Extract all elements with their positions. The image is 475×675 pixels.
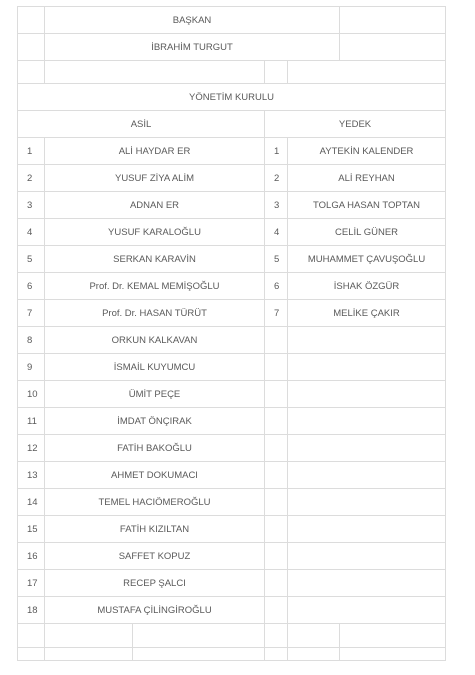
yedek-name (288, 381, 446, 408)
asil-number: 11 (18, 408, 45, 435)
asil-number: 14 (18, 489, 45, 516)
yedek-number (265, 381, 288, 408)
substitute-header: YEDEK (265, 111, 446, 138)
asil-name: ORKUN KALKAVAN (45, 327, 265, 354)
asil-name: FATİH KIZILTAN (45, 516, 265, 543)
yedek-number (265, 327, 288, 354)
yedek-name: CELİL GÜNER (288, 219, 446, 246)
yedek-name: TOLGA HASAN TOPTAN (288, 192, 446, 219)
yedek-number (265, 462, 288, 489)
asil-name: Prof. Dr. KEMAL MEMİŞOĞLU (45, 273, 265, 300)
yedek-number: 2 (265, 165, 288, 192)
yedek-number: 1 (265, 138, 288, 165)
yedek-name (288, 435, 446, 462)
table-row (18, 273, 446, 300)
spacer-row (18, 648, 446, 661)
asil-number: 8 (18, 327, 45, 354)
asil-number: 1 (18, 138, 45, 165)
table-row (18, 597, 446, 624)
asil-name: RECEP ŞALCI (45, 570, 265, 597)
asil-number: 16 (18, 543, 45, 570)
spacer-row (18, 61, 446, 84)
yedek-name (288, 570, 446, 597)
president-name: İBRAHİM TURGUT (45, 34, 340, 61)
principal-header: ASİL (18, 111, 265, 138)
asil-number: 9 (18, 354, 45, 381)
yedek-number: 3 (265, 192, 288, 219)
asil-name: SERKAN KARAVİN (45, 246, 265, 273)
asil-number: 6 (18, 273, 45, 300)
yedek-number (265, 435, 288, 462)
asil-number: 3 (18, 192, 45, 219)
yedek-name (288, 408, 446, 435)
table-row (18, 354, 446, 381)
asil-name: AHMET DOKUMACI (45, 462, 265, 489)
yedek-name (288, 516, 446, 543)
asil-name: İSMAİL KUYUMCU (45, 354, 265, 381)
yedek-number (265, 570, 288, 597)
table-row (18, 165, 446, 192)
table-row (18, 381, 446, 408)
yedek-name (288, 354, 446, 381)
asil-name: TEMEL HACIÖMEROĞLU (45, 489, 265, 516)
column-header-row (18, 111, 446, 138)
asil-name: ÜMİT PEÇE (45, 381, 265, 408)
table-row (18, 408, 446, 435)
table-row (18, 138, 446, 165)
yedek-number: 5 (265, 246, 288, 273)
yedek-number (265, 543, 288, 570)
yedek-name (288, 543, 446, 570)
table-row (18, 435, 446, 462)
asil-number: 13 (18, 462, 45, 489)
table-row (18, 462, 446, 489)
table-row (18, 327, 446, 354)
president-title-row (18, 7, 446, 34)
yedek-name: MUHAMMET ÇAVUŞOĞLU (288, 246, 446, 273)
board-title-row (18, 84, 446, 111)
asil-name: ALİ HAYDAR ER (45, 138, 265, 165)
yedek-name: MELİKE ÇAKIR (288, 300, 446, 327)
asil-number: 17 (18, 570, 45, 597)
table-row (18, 570, 446, 597)
yedek-number: 7 (265, 300, 288, 327)
table-body (18, 7, 446, 661)
table-row (18, 516, 446, 543)
asil-name: YUSUF KARALOĞLU (45, 219, 265, 246)
yedek-number: 4 (265, 219, 288, 246)
board-members-table (17, 6, 446, 661)
president-title: BAŞKAN (45, 7, 340, 34)
asil-name: ADNAN ER (45, 192, 265, 219)
yedek-name: ALİ REYHAN (288, 165, 446, 192)
yedek-name (288, 327, 446, 354)
table-row (18, 489, 446, 516)
asil-number: 15 (18, 516, 45, 543)
asil-number: 2 (18, 165, 45, 192)
asil-number: 4 (18, 219, 45, 246)
asil-name: MUSTAFA ÇİLİNGİROĞLU (45, 597, 265, 624)
yedek-number (265, 354, 288, 381)
yedek-name: İSHAK ÖZGÜR (288, 273, 446, 300)
table-row (18, 192, 446, 219)
board-title: YÖNETİM KURULU (18, 84, 446, 111)
asil-number: 12 (18, 435, 45, 462)
president-name-row (18, 34, 446, 61)
asil-name: FATİH BAKOĞLU (45, 435, 265, 462)
yedek-number (265, 597, 288, 624)
table-row (18, 300, 446, 327)
asil-name: Prof. Dr. HASAN TÜRÜT (45, 300, 265, 327)
table-row (18, 543, 446, 570)
yedek-name: AYTEKİN KALENDER (288, 138, 446, 165)
yedek-number (265, 408, 288, 435)
asil-number: 10 (18, 381, 45, 408)
yedek-name (288, 597, 446, 624)
yedek-number: 6 (265, 273, 288, 300)
table-row (18, 246, 446, 273)
asil-name: İMDAT ÖNÇIRAK (45, 408, 265, 435)
asil-name: SAFFET KOPUZ (45, 543, 265, 570)
yedek-name (288, 489, 446, 516)
spacer-row (18, 624, 446, 648)
yedek-name (288, 462, 446, 489)
yedek-number (265, 489, 288, 516)
asil-number: 18 (18, 597, 45, 624)
asil-number: 5 (18, 246, 45, 273)
asil-number: 7 (18, 300, 45, 327)
yedek-number (265, 516, 288, 543)
table-row (18, 219, 446, 246)
asil-name: YUSUF ZİYA ALİM (45, 165, 265, 192)
